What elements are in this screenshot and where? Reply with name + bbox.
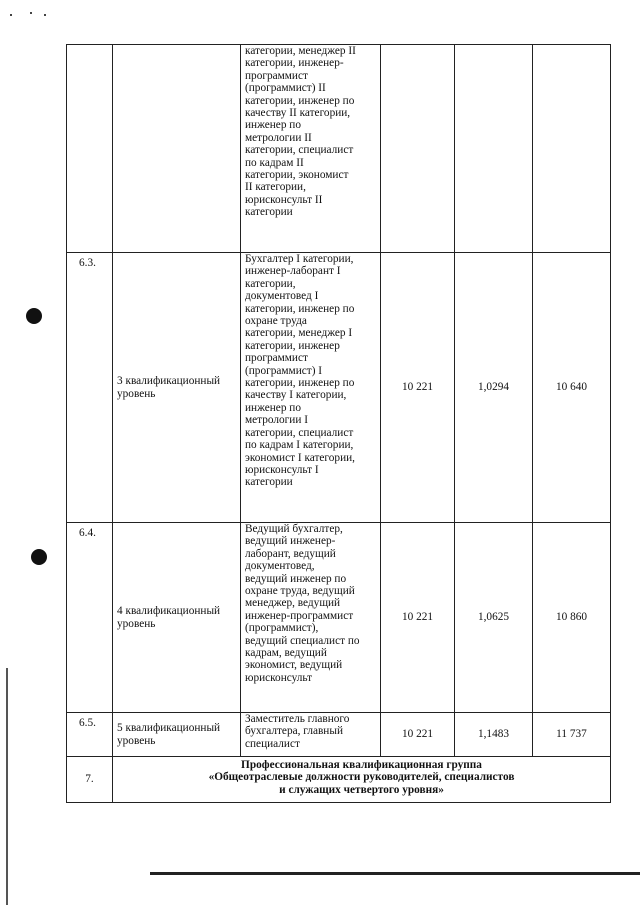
qualification-level: 4 квалификационный уровень: [113, 523, 241, 713]
punch-hole-mark: [31, 549, 47, 565]
scan-speck: [10, 14, 12, 16]
position-list: Бухгалтер I категории, инженер-лаборант I категории, документовед I категории, инженер по охране труда категории, менеджер I категории, инженер программист (программист) I категории, инженер по качеству I категории, инженер по метрологии I категории, специалист по кадрам I категории, экономист I категории, юрисконсульт I категории: [241, 253, 381, 523]
row-number: 6.3.: [67, 253, 113, 523]
total-salary: 10 640: [533, 253, 611, 523]
coefficient: 1,1483: [455, 713, 533, 757]
row-number: [67, 45, 113, 253]
table-row-group-header: [67, 757, 611, 803]
table-row: [67, 713, 611, 757]
coefficient: [455, 45, 533, 253]
base-salary: [381, 45, 455, 253]
base-salary: 10 221: [381, 713, 455, 757]
scan-left-edge-line: [6, 668, 8, 905]
total-salary: 11 737: [533, 713, 611, 757]
qualification-level: [113, 45, 241, 253]
scan-speck: [44, 14, 46, 16]
row-number: 6.4.: [67, 523, 113, 713]
coefficient: 1,0625: [455, 523, 533, 713]
base-salary: 10 221: [381, 523, 455, 713]
total-salary: 10 860: [533, 523, 611, 713]
punch-hole-mark: [26, 308, 42, 324]
position-list: категории, менеджер II категории, инженер- программист (программист) II категории, инженер по качеству II категории, инженер по метрологии II категории, специалист по кадрам II категории, экономист II категории, юрисконсульт II категории: [241, 45, 381, 253]
group-title: Профессиональная квалификационная группа «Общеотраслевые должности руководителей, специалистов и служащих четвертого уровня»: [113, 757, 611, 803]
position-list: Ведущий бухгалтер, ведущий инженер- лаборант, ведущий документовед, ведущий инженер по охране труда, ведущий менеджер, ведущий инженер-программист (программист), ведущий специалист по кадрам, ведущий экономист, ведущий юрисконсульт: [241, 523, 381, 713]
table-row: [67, 523, 611, 713]
coefficient: 1,0294: [455, 253, 533, 523]
position-list: Заместитель главного бухгалтера, главный специалист: [241, 713, 381, 757]
total-salary: [533, 45, 611, 253]
qualification-level: 3 квалификационный уровень: [113, 253, 241, 523]
base-salary: 10 221: [381, 253, 455, 523]
scan-bottom-edge-line: [150, 872, 640, 875]
row-number: 6.5.: [67, 713, 113, 757]
scan-speck: [30, 12, 32, 14]
group-number: 7.: [67, 757, 113, 803]
qualification-table: [66, 44, 611, 803]
qualification-level: 5 квалификационный уровень: [113, 713, 241, 757]
table-row: [67, 45, 611, 253]
table-row: [67, 253, 611, 523]
